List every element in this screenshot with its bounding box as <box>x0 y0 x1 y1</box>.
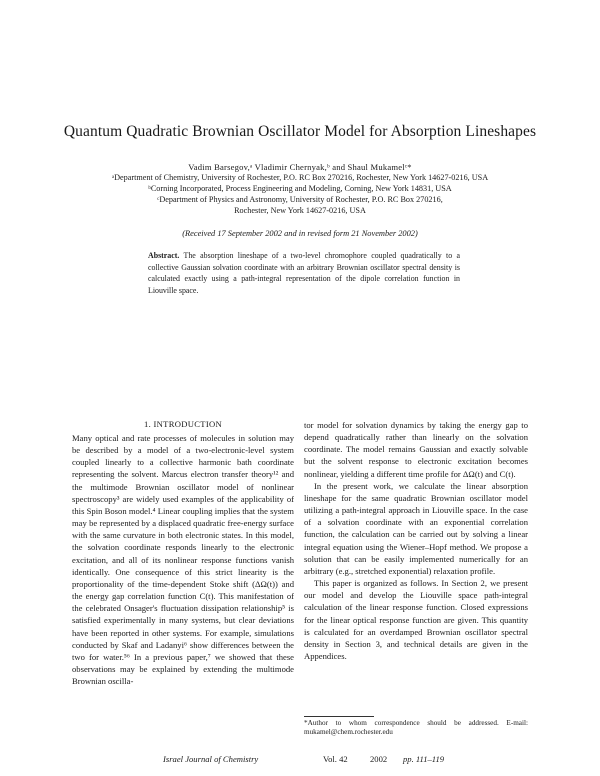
paragraph: In the present work, we calculate the linear absorption lineshape for the same quadratic Brownian oscillator model utilizing a path-integral approach in Liouville space. In the case of a solvation coordinate with an exponential correlation function, the calculation can be carried out by solving a linear integral equation using the Wiener–Hopf method. We propose a solution that can be easily implemented numerically for an arbitrary (e.g., stretched exponential) relaxation profile. <box>304 480 528 576</box>
footnote-rule <box>304 716 374 717</box>
section-heading: 1. INTRODUCTION <box>143 419 223 429</box>
affiliation-c-cont: Rochester, New York 14627-0216, USA <box>234 206 366 215</box>
footer-year: 2002 <box>370 754 388 764</box>
footer-journal: Israel Journal of Chemistry <box>163 754 259 764</box>
right-column <box>304 419 528 662</box>
received-dates: (Received 17 September 2002 and in revised form 21 November 2002) <box>182 229 418 238</box>
abstract <box>148 250 460 296</box>
affiliation-a: ᵃDepartment of Chemistry, University of Rochester, P.O. RC Box 270216, Rochester, New York 14627-0216, USA <box>111 173 489 182</box>
paragraph: Many optical and rate processes of molecules in solution may be described by a model of a two-electronic-level system coupled linearly to a collective harmonic bath coordinate representing the solvent. Marcus electron transfer theory¹² and the multimode Brownian oscillator model of nonlinear spectroscopy³ are widely used examples of the applicability of this Spin Boson model.⁴ Linear coupling implies that the system may be represented by a displaced quadratic free-energy surface with the same curvature in both electronic states. In this model, the solvation coordinate responds linearly to the electronic excitation, and all of its nonlinear response functions vanish identically. One consequence of this strict linearity is the proportionality of the time-dependent Stoke shift (ΔΩ(t)) and the energy gap correlation function C(t). This manifestation of the celebrated Onsager's fluctuation dissipation relationship⁵ is satisfied experimentally in many systems, but clear deviations have been reported in other systems. For example, simulations conducted by Skaf and Ladanyi⁶ show differences between the two for water.⁵⁶ In a previous paper,⁷ we showed that these observations may be explained by extending the multimode Brownian oscilla- <box>72 433 294 687</box>
paragraph: tor model for solvation dynamics by taking the energy gap to depend quadratically rather than linearly on the solvation coordinate. The model remains Gaussian and exactly solvable but the solvent response to electronic excitation becomes nonlinear, yielding a different time profile for ΔΩ(t) and C(t). <box>304 420 528 479</box>
abstract-label: Abstract. <box>148 251 180 260</box>
footer-pages: pp. 111–119 <box>403 754 445 764</box>
affiliation-b: ᵇCorning Incorporated, Process Engineering and Modeling, Corning, New York 14831, USA <box>148 184 452 193</box>
abstract-text: The absorption lineshape of a two-level chromophore coupled quadratically to a collective Gaussian solvation coordinate with an arbitrary Brownian oscillator spectral density is calculated exactly using a path-integral representation of the dipole correlation function in Liouville space. <box>148 251 460 295</box>
left-column <box>72 432 294 687</box>
footnote: *Author to whom correspondence should be addressed. E-mail: mukamel@chem.rochester.edu <box>304 719 528 736</box>
affiliation-c: ᶜDepartment of Physics and Astronomy, University of Rochester, P.O. RC Box 270216, <box>157 195 443 204</box>
paper-title: Quantum Quadratic Brownian Oscillator Model for Absorption Lineshapes <box>63 123 537 140</box>
paragraph: This paper is organized as follows. In Section 2, we present our model and develop the Liouville space path-integral calculation of the linear response function. Closed expressions for the linear optical response function are given. This quantity is calculated for an overdamped Brownian oscillator spectral density in Section 3, and technical details are given in the Appendices. <box>304 578 528 661</box>
footer-volume: Vol. 42 <box>323 754 348 764</box>
author-list: Vadim Barsegov,ᵃ Vladimir Chernyak,ᵇ and Shaul Mukamelᶜ* <box>188 162 412 172</box>
